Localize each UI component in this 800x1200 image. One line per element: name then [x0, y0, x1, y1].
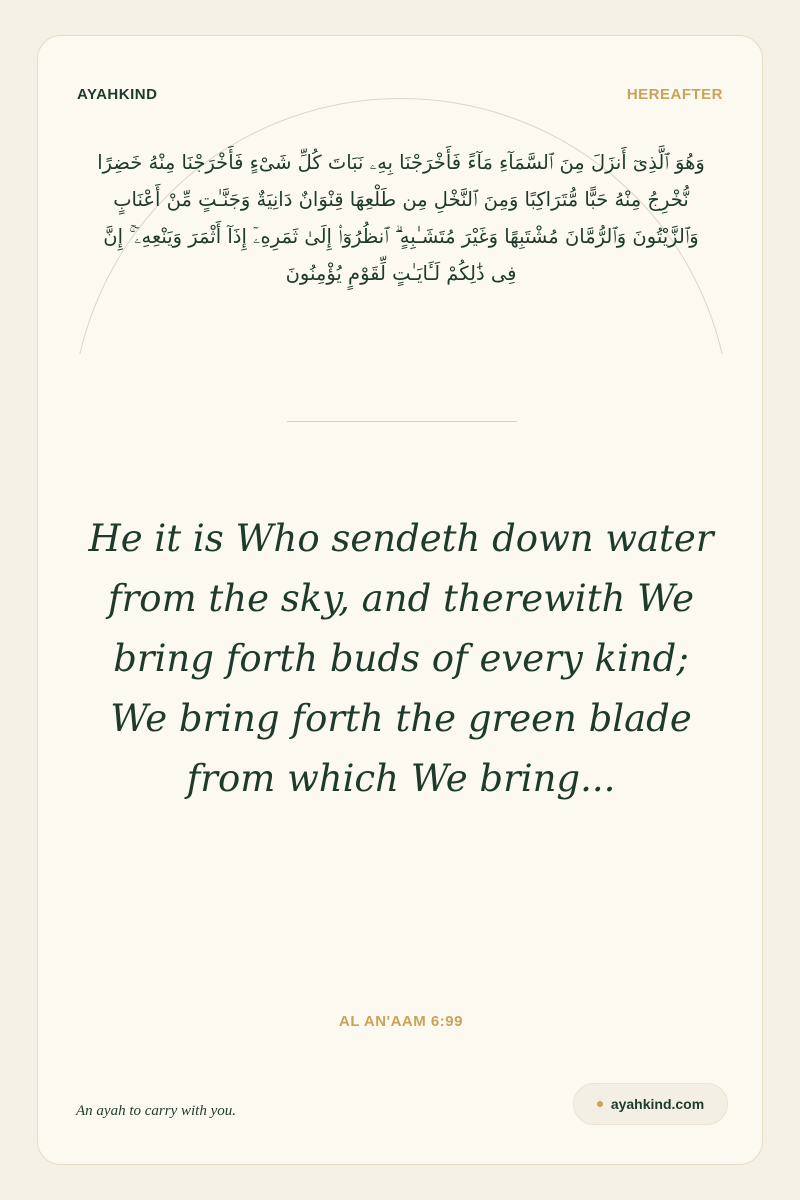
verse-reference: AL AN'AAM 6:99 [339, 1013, 463, 1030]
ayah-card [37, 35, 763, 1165]
footer-note: An ayah to carry with you. [76, 1103, 236, 1119]
website-label: ayahkind.com [610, 1096, 705, 1112]
verse-translation: He it is Who sendeth down water from the sky, and therewith We bring forth buds of every kind; We bring forth the green blade from which We bring... [88, 517, 714, 800]
theme-tag: HEREAFTER [626, 86, 723, 103]
dot-icon [597, 1101, 603, 1107]
divider [287, 421, 517, 422]
brand-name: AYAHKIND [77, 86, 158, 103]
arabic-verse: وَهُوَ ٱلَّذِىٓ أَنزَلَ مِنَ ٱلسَّمَآءِ مَآءً فَأَخْرَجْنَا بِهِۦ نَبَاتَ كُلِّ شَىْءٍ فَأَخْرَجْنَا مِنْهُ خَضِرًا نُّخْرِجُ مِنْهُ حَبًّا مُّتَرَاكِبًا وَمِنَ ٱلنَّخْلِ مِن طَلْعِهَا قِنْوَانٌ دَانِيَةٌ وَجَنَّـٰتٍ مِّنْ أَعْنَابٍ وَٱلزَّيْتُونَ وَٱلرُّمَّانَ مُشْتَبِهًا وَغَيْرَ مُتَشَـٰبِهٍ ۗ ٱنظُرُوٓا۟ إِلَىٰ ثَمَرِهِۦٓ إِذَآ أَثْمَرَ وَيَنْعِهِۦٓ ۚ إِنَّ فِى ذَٰلِكُمْ لَـَٔايَـٰتٍ لِّقَوْمٍ يُؤْمِنُونَ [97, 151, 705, 285]
website-link[interactable] [573, 1083, 728, 1125]
